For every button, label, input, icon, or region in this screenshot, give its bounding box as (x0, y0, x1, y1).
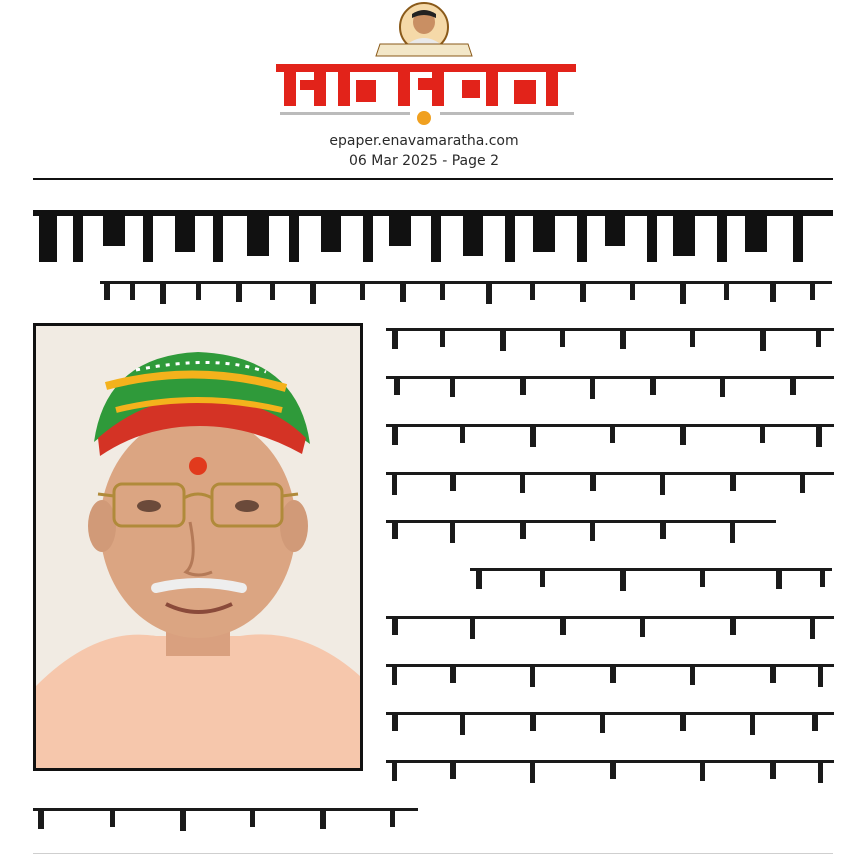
masthead-wordmark (276, 64, 576, 106)
body-line (386, 760, 834, 783)
body-line (386, 664, 834, 687)
editor-line (280, 111, 574, 125)
top-divider (33, 178, 833, 180)
masthead-logo (0, 0, 848, 176)
body-line (470, 568, 832, 591)
article-headline (33, 200, 833, 276)
body-line (386, 424, 834, 447)
body-line (100, 281, 832, 304)
article-body (0, 276, 848, 846)
edition-date-page: 06 Mar 2025 - Page 2 (349, 153, 499, 169)
body-line (386, 616, 834, 639)
body-line (33, 808, 418, 831)
epaper-url: epaper.enavamaratha.com (329, 133, 519, 149)
body-line (386, 472, 834, 495)
body-line (386, 520, 776, 543)
bottom-divider (33, 853, 833, 854)
body-line (386, 376, 834, 399)
body-line (386, 328, 834, 351)
founder-ribbon (376, 44, 472, 56)
body-line (386, 712, 834, 735)
